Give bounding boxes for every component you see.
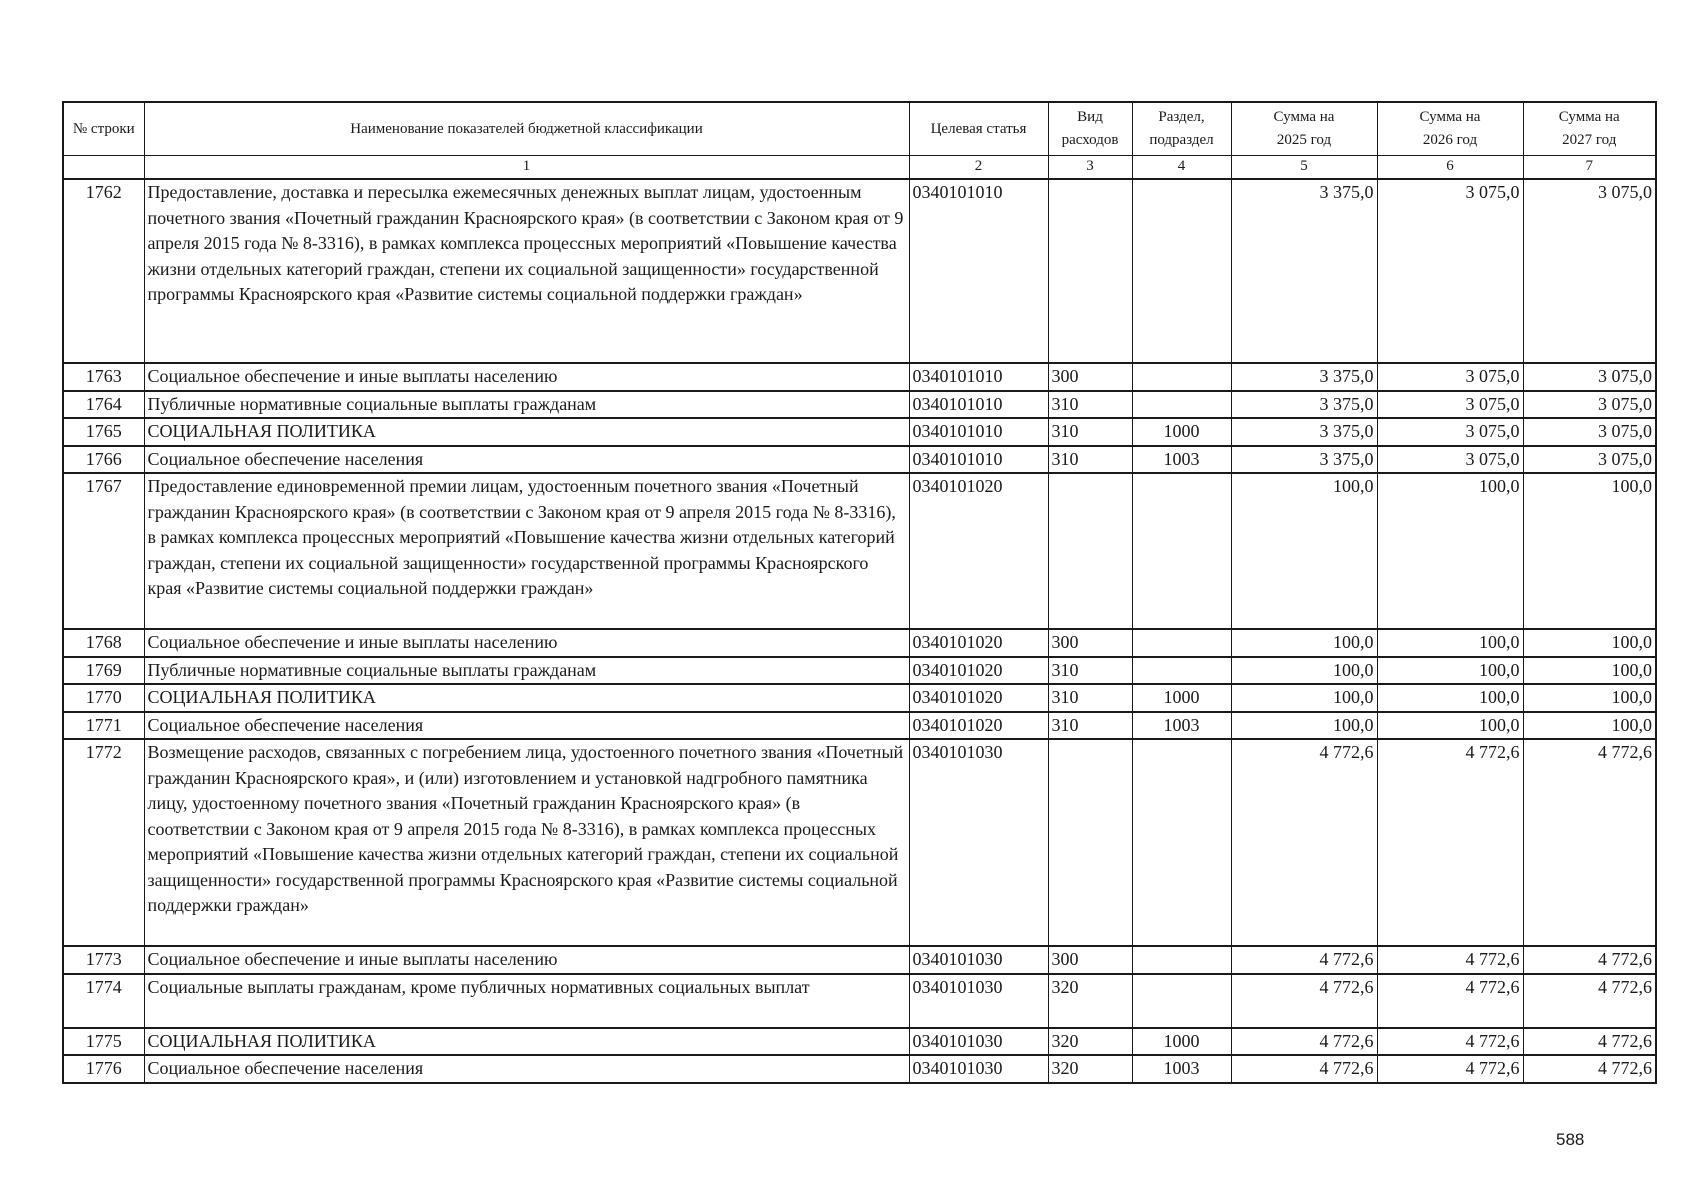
expense-type-cell xyxy=(1048,473,1132,629)
sum-2025-cell: 4 772,6 xyxy=(1231,946,1377,974)
name-cell: Публичные нормативные социальные выплаты гражданам xyxy=(144,657,909,685)
name-cell: Социальное обеспечение и иные выплаты населению xyxy=(144,946,909,974)
column-number-row xyxy=(63,156,1656,180)
header-sum-2027-line1: Сумма на xyxy=(1558,109,1620,125)
sum-2025-cell: 3 375,0 xyxy=(1231,391,1377,419)
expense-type-cell: 310 xyxy=(1048,391,1132,419)
name-cell: Социальное обеспечение населения xyxy=(144,446,909,474)
column-number: 6 xyxy=(1377,156,1523,180)
column-number: 7 xyxy=(1523,156,1656,180)
sum-2025-cell: 3 375,0 xyxy=(1231,446,1377,474)
target-article-cell: 0340101020 xyxy=(909,712,1048,740)
section-cell: 1000 xyxy=(1132,684,1231,712)
section-cell xyxy=(1132,657,1231,685)
table-row xyxy=(63,391,1656,419)
row-number-cell: 1767 xyxy=(63,473,144,629)
expense-type-cell xyxy=(1048,179,1132,363)
expense-type-cell: 320 xyxy=(1048,974,1132,1028)
sum-2027-cell: 3 075,0 xyxy=(1523,391,1656,419)
sum-2026-cell: 3 075,0 xyxy=(1377,363,1523,391)
row-number-cell: 1764 xyxy=(63,391,144,419)
section-cell xyxy=(1132,739,1231,946)
section-cell xyxy=(1132,974,1231,1028)
name-cell: Социальное обеспечение населения xyxy=(144,1055,909,1083)
table-row xyxy=(63,946,1656,974)
sum-2026-cell: 100,0 xyxy=(1377,657,1523,685)
section-cell xyxy=(1132,179,1231,363)
header-section-line1: Раздел, xyxy=(1158,109,1205,125)
expense-type-cell: 300 xyxy=(1048,946,1132,974)
sum-2025-cell: 100,0 xyxy=(1231,629,1377,657)
expense-type-cell xyxy=(1048,739,1132,946)
name-cell: Социальное обеспечение и иные выплаты населению xyxy=(144,363,909,391)
target-article-cell: 0340101010 xyxy=(909,418,1048,446)
column-number: 4 xyxy=(1132,156,1231,180)
header-expense-type-line1: Вид xyxy=(1077,109,1103,125)
section-cell xyxy=(1132,946,1231,974)
target-article-cell: 0340101030 xyxy=(909,739,1048,946)
target-article-cell: 0340101030 xyxy=(909,1055,1048,1083)
column-number: 5 xyxy=(1231,156,1377,180)
sum-2026-cell: 3 075,0 xyxy=(1377,446,1523,474)
header-sum-2026 xyxy=(1377,102,1523,156)
sum-2025-cell: 3 375,0 xyxy=(1231,179,1377,363)
sum-2026-cell: 100,0 xyxy=(1377,712,1523,740)
expense-type-cell: 310 xyxy=(1048,657,1132,685)
name-cell: Предоставление единовременной премии лицам, удостоенным почетного звания «Почетный гражданин Красноярского края» (в соответствии с Законом края от 9 апреля 2015 года № 8-3316), в рамках комплекса процессных мероприятий «Повышение качества жизни отдельных категорий граждан, степени их социальной защищенности» государственной программы Красноярского края «Развитие системы социальной поддержки граждан» xyxy=(144,473,909,629)
sum-2025-cell: 100,0 xyxy=(1231,712,1377,740)
target-article-cell: 0340101030 xyxy=(909,1028,1048,1056)
row-number-cell: 1762 xyxy=(63,179,144,363)
name-cell: СОЦИАЛЬНАЯ ПОЛИТИКА xyxy=(144,1028,909,1056)
table-row xyxy=(63,684,1656,712)
header-sum-2025 xyxy=(1231,102,1377,156)
sum-2025-cell: 100,0 xyxy=(1231,657,1377,685)
sum-2025-cell: 4 772,6 xyxy=(1231,1055,1377,1083)
column-number: 2 xyxy=(909,156,1048,180)
row-number-cell: 1772 xyxy=(63,739,144,946)
sum-2025-cell: 100,0 xyxy=(1231,684,1377,712)
sum-2026-cell: 4 772,6 xyxy=(1377,974,1523,1028)
row-number-cell: 1768 xyxy=(63,629,144,657)
target-article-cell: 0340101020 xyxy=(909,473,1048,629)
target-article-cell: 0340101010 xyxy=(909,363,1048,391)
sum-2027-cell: 4 772,6 xyxy=(1523,1055,1656,1083)
table-row xyxy=(63,629,1656,657)
name-cell: Социальное обеспечение населения xyxy=(144,712,909,740)
column-number: 1 xyxy=(144,156,909,180)
sum-2025-cell: 100,0 xyxy=(1231,473,1377,629)
table-row xyxy=(63,363,1656,391)
row-number-cell: 1771 xyxy=(63,712,144,740)
expense-type-cell: 310 xyxy=(1048,684,1132,712)
column-number: 3 xyxy=(1048,156,1132,180)
sum-2026-cell: 100,0 xyxy=(1377,473,1523,629)
section-cell: 1000 xyxy=(1132,418,1231,446)
row-number-cell: 1775 xyxy=(63,1028,144,1056)
header-sum-2025-line1: Сумма на xyxy=(1273,109,1335,125)
sum-2026-cell: 100,0 xyxy=(1377,684,1523,712)
sum-2027-cell: 4 772,6 xyxy=(1523,946,1656,974)
sum-2025-cell: 4 772,6 xyxy=(1231,974,1377,1028)
section-cell xyxy=(1132,629,1231,657)
sum-2026-cell: 4 772,6 xyxy=(1377,946,1523,974)
target-article-cell: 0340101010 xyxy=(909,179,1048,363)
sum-2026-cell: 3 075,0 xyxy=(1377,418,1523,446)
table-row xyxy=(63,712,1656,740)
sum-2026-cell: 4 772,6 xyxy=(1377,739,1523,946)
header-target-article: Целевая статья xyxy=(909,102,1048,156)
header-sum-2025-line2: 2025 год xyxy=(1276,132,1332,148)
expense-type-cell: 310 xyxy=(1048,418,1132,446)
target-article-cell: 0340101020 xyxy=(909,629,1048,657)
sum-2025-cell: 4 772,6 xyxy=(1231,739,1377,946)
header-sum-2026-line1: Сумма на xyxy=(1419,109,1481,125)
sum-2026-cell: 3 075,0 xyxy=(1377,391,1523,419)
expense-type-cell: 300 xyxy=(1048,629,1132,657)
target-article-cell: 0340101010 xyxy=(909,391,1048,419)
sum-2025-cell: 3 375,0 xyxy=(1231,363,1377,391)
column-number-blank xyxy=(63,156,144,180)
table-row xyxy=(63,418,1656,446)
name-cell: Возмещение расходов, связанных с погребением лица, удостоенного почетного звания «Почетный гражданин Красноярского края», и (или) изготовлением и установкой надгробного памятника лицу, удостоенному почетного звания «Почетный гражданин Красноярского края» (в соответствии с Законом края от 9 апреля 2015 года № 8-3316), в рамках комплекса процессных мероприятий «Повышение качества жизни отдельных категорий граждан, степени их социальной защищенности» государственной программы Красноярского края «Развитие системы социальной поддержки граждан» xyxy=(144,739,909,946)
table-row xyxy=(63,1055,1656,1083)
row-number-cell: 1776 xyxy=(63,1055,144,1083)
table-row xyxy=(63,739,1656,946)
sum-2027-cell: 3 075,0 xyxy=(1523,179,1656,363)
header-sum-2027-line2: 2027 год xyxy=(1562,132,1617,148)
target-article-cell: 0340101010 xyxy=(909,446,1048,474)
header-row-number: № строки xyxy=(63,102,144,156)
row-number-cell: 1766 xyxy=(63,446,144,474)
section-cell: 1003 xyxy=(1132,712,1231,740)
sum-2027-cell: 4 772,6 xyxy=(1523,739,1656,946)
name-cell: Социальные выплаты гражданам, кроме публичных нормативных социальных выплат xyxy=(144,974,909,1028)
sum-2027-cell: 100,0 xyxy=(1523,629,1656,657)
table-row xyxy=(63,1028,1656,1056)
expense-type-cell: 310 xyxy=(1048,446,1132,474)
target-article-cell: 0340101030 xyxy=(909,974,1048,1028)
sum-2027-cell: 100,0 xyxy=(1523,657,1656,685)
sum-2027-cell: 100,0 xyxy=(1523,684,1656,712)
section-cell xyxy=(1132,473,1231,629)
table-row xyxy=(63,657,1656,685)
row-number-cell: 1773 xyxy=(63,946,144,974)
header-expense-type-line2: расходов xyxy=(1061,132,1119,148)
page-number: 588 xyxy=(1556,1130,1585,1149)
section-cell: 1000 xyxy=(1132,1028,1231,1056)
target-article-cell: 0340101020 xyxy=(909,657,1048,685)
header-sum-2026-line2: 2026 год xyxy=(1422,132,1478,148)
table-header-row xyxy=(63,102,1656,156)
table-row xyxy=(63,974,1656,1028)
target-article-cell: 0340101020 xyxy=(909,684,1048,712)
row-number-cell: 1770 xyxy=(63,684,144,712)
section-cell: 1003 xyxy=(1132,446,1231,474)
sum-2027-cell: 100,0 xyxy=(1523,712,1656,740)
sum-2027-cell: 3 075,0 xyxy=(1523,418,1656,446)
budget-table xyxy=(62,101,1657,1084)
sum-2027-cell: 4 772,6 xyxy=(1523,974,1656,1028)
target-article-cell: 0340101030 xyxy=(909,946,1048,974)
sum-2026-cell: 4 772,6 xyxy=(1377,1028,1523,1056)
header-section-line2: подраздел xyxy=(1149,132,1214,148)
table-row xyxy=(63,446,1656,474)
header-name: Наименование показателей бюджетной классификации xyxy=(144,102,909,156)
row-number-cell: 1765 xyxy=(63,418,144,446)
sum-2027-cell: 3 075,0 xyxy=(1523,363,1656,391)
sum-2025-cell: 4 772,6 xyxy=(1231,1028,1377,1056)
sum-2025-cell: 3 375,0 xyxy=(1231,418,1377,446)
header-expense-type xyxy=(1048,102,1132,156)
name-cell: Публичные нормативные социальные выплаты гражданам xyxy=(144,391,909,419)
table-row xyxy=(63,179,1656,363)
sum-2026-cell: 3 075,0 xyxy=(1377,179,1523,363)
sum-2027-cell: 100,0 xyxy=(1523,473,1656,629)
expense-type-cell: 310 xyxy=(1048,712,1132,740)
header-section xyxy=(1132,102,1231,156)
row-number-cell: 1769 xyxy=(63,657,144,685)
sum-2026-cell: 4 772,6 xyxy=(1377,1055,1523,1083)
header-sum-2027 xyxy=(1523,102,1656,156)
sum-2026-cell: 100,0 xyxy=(1377,629,1523,657)
expense-type-cell: 320 xyxy=(1048,1028,1132,1056)
name-cell: СОЦИАЛЬНАЯ ПОЛИТИКА xyxy=(144,418,909,446)
name-cell: Социальное обеспечение и иные выплаты населению xyxy=(144,629,909,657)
sum-2027-cell: 3 075,0 xyxy=(1523,446,1656,474)
expense-type-cell: 320 xyxy=(1048,1055,1132,1083)
name-cell: СОЦИАЛЬНАЯ ПОЛИТИКА xyxy=(144,684,909,712)
expense-type-cell: 300 xyxy=(1048,363,1132,391)
name-cell: Предоставление, доставка и пересылка ежемесячных денежных выплат лицам, удостоенным почетного звания «Почетный гражданин Красноярского края» (в соответствии с Законом края от 9 апреля 2015 года № 8-3316), в рамках комплекса процессных мероприятий «Повышение качества жизни отдельных категорий граждан, степени их социальной защищенности» государственной программы Красноярского края «Развитие системы социальной поддержки граждан» xyxy=(144,179,909,363)
section-cell xyxy=(1132,391,1231,419)
section-cell xyxy=(1132,363,1231,391)
row-number-cell: 1763 xyxy=(63,363,144,391)
table-row xyxy=(63,473,1656,629)
sum-2027-cell: 4 772,6 xyxy=(1523,1028,1656,1056)
row-number-cell: 1774 xyxy=(63,974,144,1028)
section-cell: 1003 xyxy=(1132,1055,1231,1083)
